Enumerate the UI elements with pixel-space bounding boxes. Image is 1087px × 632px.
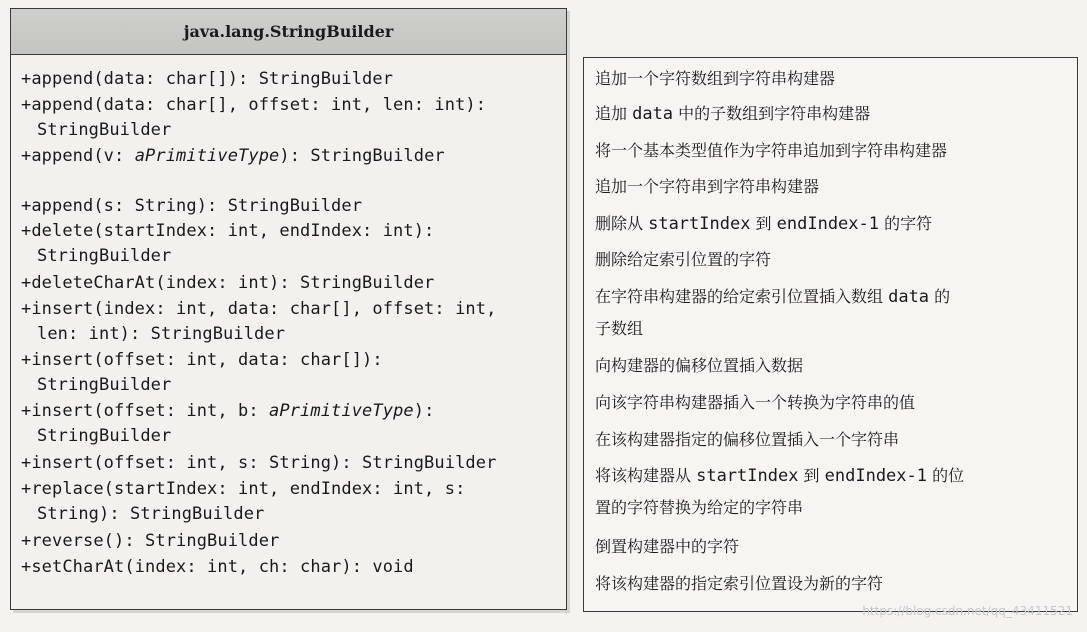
desc-insert-primitive: 向该字符串构建器插入一个转换为字符串的值 [595,393,916,412]
uml-class-box [10,8,567,610]
desc-delete: 删除从 startIndex 到 endIndex-1 的字符 [595,214,933,234]
method-replace: +replace(startIndex: int, endIndex: int, s: String): StringBuilder [21,479,466,524]
method-delete: +delete(startIndex: int, endIndex: int): StringBuilder [21,221,435,266]
method-append-chararray-offset: +append(data: char[], offset: int, len: int): StringBuilder [21,95,487,140]
desc-replace: 将该构建器从 startIndex 到 endIndex-1 的位 置的字符替换为给定的字符串 [595,466,965,517]
method-setcharat: +setCharAt(index: int, ch: char): void [21,557,414,577]
desc-setcharat: 将该构建器的指定索引位置设为新的字符 [595,574,884,593]
desc-append-chararray: 追加一个字符数组到字符串构建器 [595,69,836,88]
desc-append-subarray: 追加 data 中的子数组到字符串构建器 [595,104,871,124]
method-reverse: +reverse(): StringBuilder [21,531,280,551]
desc-insert-string: 在该构建器指定的偏移位置插入一个字符串 [595,430,900,449]
watermark-text: https://blog.csdn.net/qq_43411521 [862,604,1073,618]
method-append-chararray: +append(data: char[]): StringBuilder [21,69,394,89]
method-append-string: +append(s: String): StringBuilder [21,196,363,216]
class-name-header: java.lang.StringBuilder [11,9,566,55]
method-insert-string: +insert(offset: int, s: String): StringBuilder [21,453,497,473]
desc-insert-data: 向构建器的偏移位置插入数据 [595,356,804,375]
desc-reverse: 倒置构建器中的字符 [595,537,740,556]
method-insert-chararray-offset: +insert(index: int, data: char[], offset: int, len: int): StringBuilder [21,299,497,344]
method-insert-primitive: +insert(offset: int, b: aPrimitiveType): StringBuilder [21,401,435,446]
method-insert-chararray: +insert(offset: int, data: char[]): StringBuilder [21,350,383,395]
desc-deletecharat: 删除给定索引位置的字符 [595,250,772,269]
method-deletecharat: +deleteCharAt(index: int): StringBuilder [21,273,435,293]
desc-append-primitive: 将一个基本类型值作为字符串追加到字符串构建器 [595,141,948,160]
desc-insert-subarray: 在字符串构建器的给定索引位置插入数组 data 的 子数组 [595,287,951,338]
desc-append-string: 追加一个字符串到字符串构建器 [595,177,820,196]
method-append-primitive: +append(v: aPrimitiveType): StringBuilder [21,146,445,166]
description-box [583,57,1078,612]
